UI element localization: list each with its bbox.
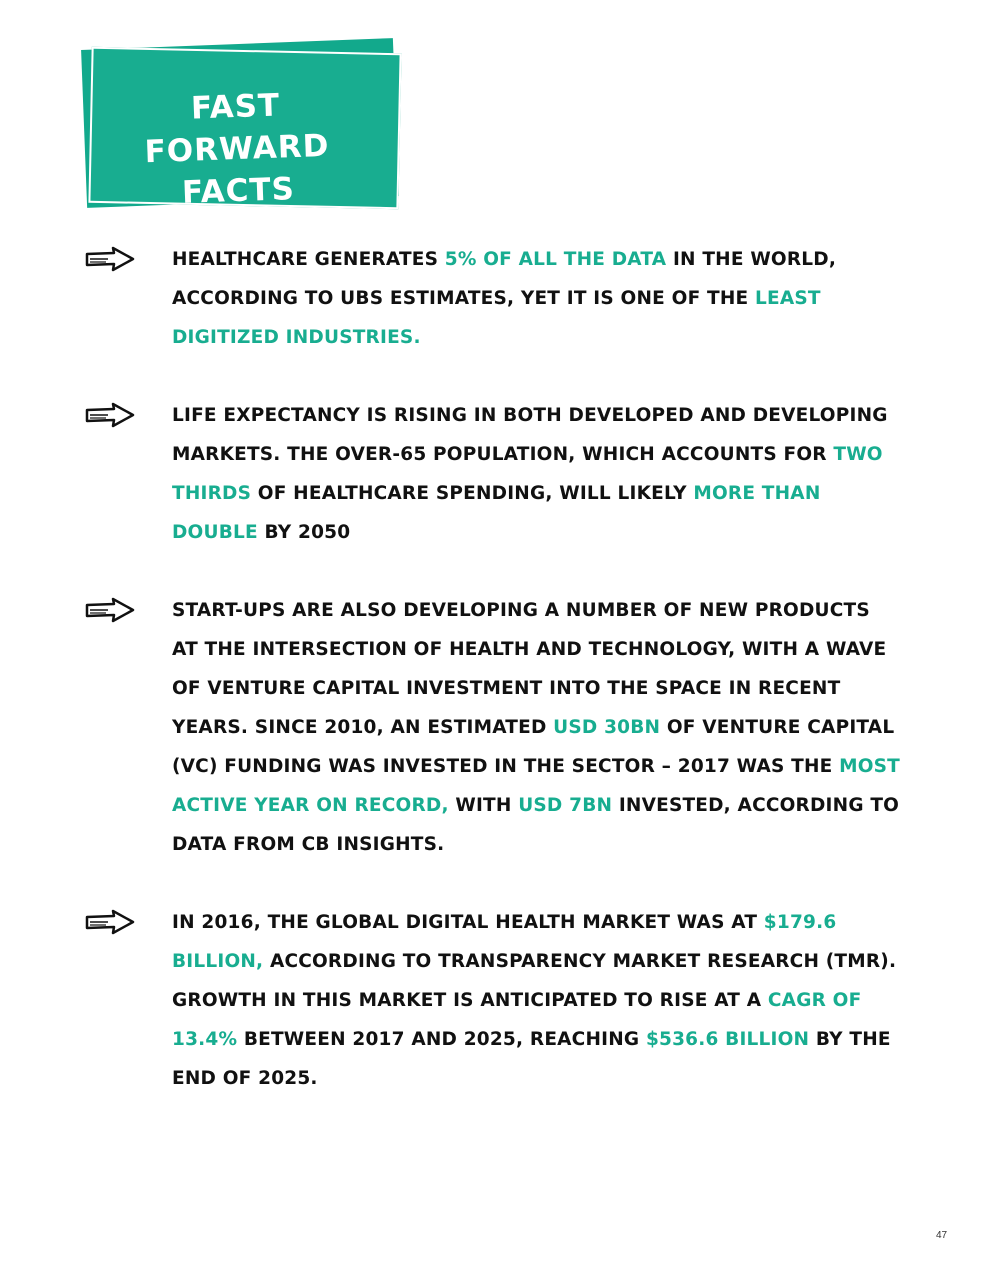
- body-text: WITH: [448, 795, 519, 816]
- highlight-text: CAGR OF 13.4%: [172, 990, 862, 1050]
- highlight-text: 5% OF ALL THE DATA: [444, 249, 667, 270]
- highlight-text: $536.6 BILLION: [645, 1029, 810, 1050]
- right-arrow-icon: [84, 909, 136, 935]
- body-text: START-UPS ARE ALSO DEVELOPING A NUMBER OF NEW PRODUCTS AT THE INTERSECTION OF HEALTH AND TECHNOLOGY, WITH A WAVE OF VENTURE CAPITAL INVESTMENT INTO THE SPACE IN RECENT YEARS. SINCE 2010, AN ESTIMATED: [172, 600, 887, 738]
- body-text: BETWEEN 2017 AND 2025, REACHING: [237, 1029, 646, 1050]
- fact-text: [172, 903, 902, 1098]
- highlight-text: $179.6 BILLION,: [172, 912, 837, 972]
- page-title-line-2: FACTS: [181, 171, 296, 211]
- page-title-line-1: FAST FORWARD: [144, 87, 330, 171]
- page-number: 47: [936, 1230, 948, 1241]
- body-text: HEALTHCARE GENERATES: [172, 249, 445, 270]
- highlight-text: MOST ACTIVE YEAR ON RECORD,: [172, 756, 900, 816]
- fact-text: [172, 240, 902, 357]
- body-text: IN THE WORLD, ACCORDING TO UBS ESTIMATES, YET IT IS ONE OF THE: [172, 249, 837, 309]
- highlight-text: TWO THIRDS: [172, 444, 883, 504]
- highlight-text: MORE THAN DOUBLE: [172, 483, 821, 543]
- fact-text: [172, 591, 902, 864]
- right-arrow-icon: [84, 246, 136, 272]
- right-arrow-icon: [84, 597, 136, 623]
- fact-text: [172, 396, 902, 552]
- highlight-text: LEAST DIGITIZED INDUSTRIES.: [172, 288, 821, 348]
- body-text: OF VENTURE CAPITAL (VC) FUNDING WAS INVESTED IN THE SECTOR – 2017 WAS THE: [172, 717, 895, 777]
- right-arrow-icon: [84, 402, 136, 428]
- highlight-text: USD 7BN: [518, 795, 613, 816]
- body-text: LIFE EXPECTANCY IS RISING IN BOTH DEVELOPED AND DEVELOPING MARKETS. THE OVER-65 POPULATION, WHICH ACCOUNTS FOR: [172, 405, 888, 465]
- body-text: BY 2050: [257, 522, 351, 543]
- title-box: [78, 40, 408, 210]
- body-text: INVESTED, ACCORDING TO DATA FROM CB INSIGHTS.: [172, 795, 900, 855]
- highlight-text: USD 30BN: [553, 717, 661, 738]
- body-text: OF HEALTHCARE SPENDING, WILL LIKELY: [251, 483, 694, 504]
- body-text: BY THE END OF 2025.: [172, 1029, 891, 1089]
- body-text: IN 2016, THE GLOBAL DIGITAL HEALTH MARKET WAS AT: [172, 912, 764, 933]
- page-title: [100, 81, 374, 216]
- body-text: ACCORDING TO TRANSPARENCY MARKET RESEARCH (TMR). GROWTH IN THIS MARKET IS ANTICIPATED TO RISE AT A: [172, 951, 897, 1011]
